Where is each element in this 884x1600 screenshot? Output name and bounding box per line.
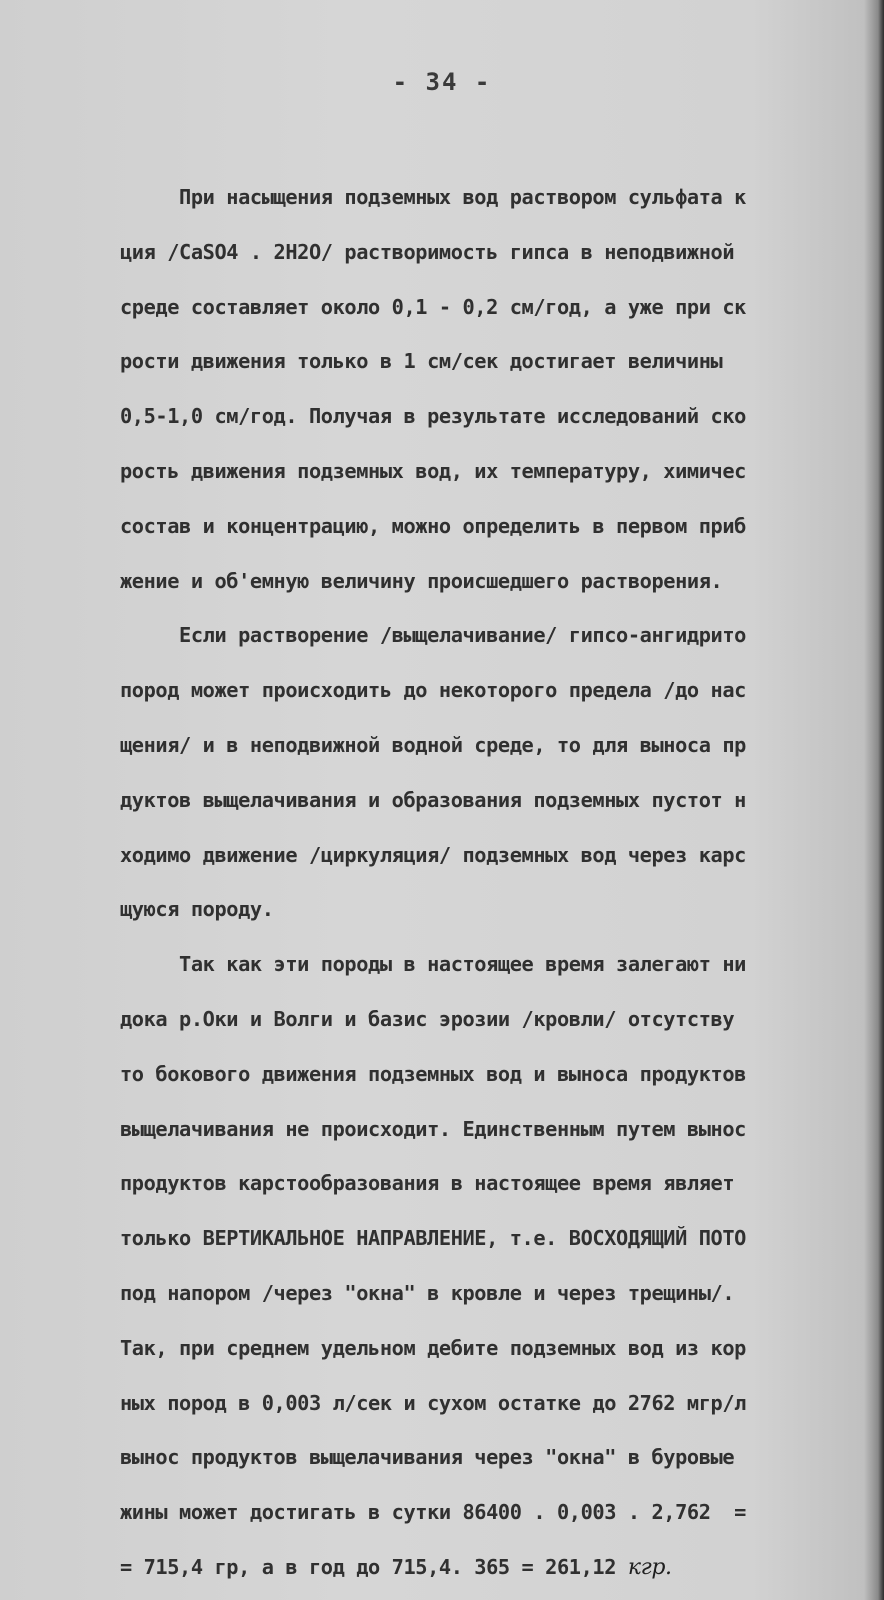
text-line: щуюся породу.	[120, 897, 274, 922]
text-line: щения/ и в неподвижной водной среде, то для выноса пр	[120, 732, 746, 757]
text-line: вынос продуктов выщелачивания через "окна" в буровые	[120, 1445, 735, 1470]
text-line: продуктов карстообразования в настоящее время являет	[120, 1171, 735, 1196]
text-line: состав и концентрацию, можно определить в первом приб	[120, 513, 746, 538]
page-edge-shadow	[864, 0, 884, 1600]
text-line: дуктов выщелачивания и образования подземных пустот н	[120, 787, 746, 812]
text-line: только ВЕРТИКАЛЬНОЕ НАПРАВЛЕНИЕ, т.е. ВОСХОДЯЩИЙ ПОТО	[120, 1226, 746, 1251]
text-line: ных пород в 0,003 л/сек и сухом остатке до 2762 мгр/л	[120, 1390, 746, 1415]
text-line: ходимо движение /циркуляция/ подземных вод через карс	[120, 842, 746, 867]
text-line: ция /CaSO4 . 2H2O/ растворимость гипса в неподвижной	[120, 239, 735, 264]
text-line: жение и об'емную величину происшедшего растворения.	[120, 568, 723, 593]
handwritten-unit: кгр.	[627, 1554, 672, 1580]
text-line: рости движения только в 1 см/сек достигает величины	[120, 349, 723, 374]
page-number: - 34 -	[392, 68, 492, 96]
text-line-content: = 715,4 гр, а в год до 715,4. 365 = 261,12	[120, 1554, 617, 1579]
text-line: Так, при среднем удельном дебите подземных вод из кор	[120, 1335, 746, 1360]
text-line: под напором /через "окна" в кровле и через трещины/.	[120, 1280, 735, 1305]
text-line: среде составляет около 0,1 - 0,2 см/год, а уже при ск	[120, 294, 746, 319]
text-line: 0,5-1,0 см/год. Получая в результате исследований ско	[120, 404, 746, 429]
text-line: выщелачивания не происходит. Единственным путем вынос	[120, 1116, 746, 1141]
text-line: рость движения подземных вод, их температуру, химичес	[120, 458, 746, 483]
text-line: то бокового движения подземных вод и выноса продуктов	[120, 1061, 746, 1086]
text-line: жины может достигать в сутки 86400 . 0,003 . 2,762 =	[120, 1500, 746, 1525]
text-line: дока р.Оки и Волги и базис эрозии /кровли/ отсутству	[120, 1006, 735, 1031]
text-line: Если растворение /выщелачивание/ гипсо-ангидрито	[120, 623, 746, 648]
text-line: пород может происходить до некоторого предела /до нас	[120, 678, 746, 703]
text-line	[120, 1540, 868, 1595]
text-line: При насыщения подземных вод раствором сульфата к	[120, 185, 746, 209]
text-line: Так как эти породы в настоящее время залегают ни	[120, 952, 746, 977]
body-text	[120, 170, 868, 1595]
